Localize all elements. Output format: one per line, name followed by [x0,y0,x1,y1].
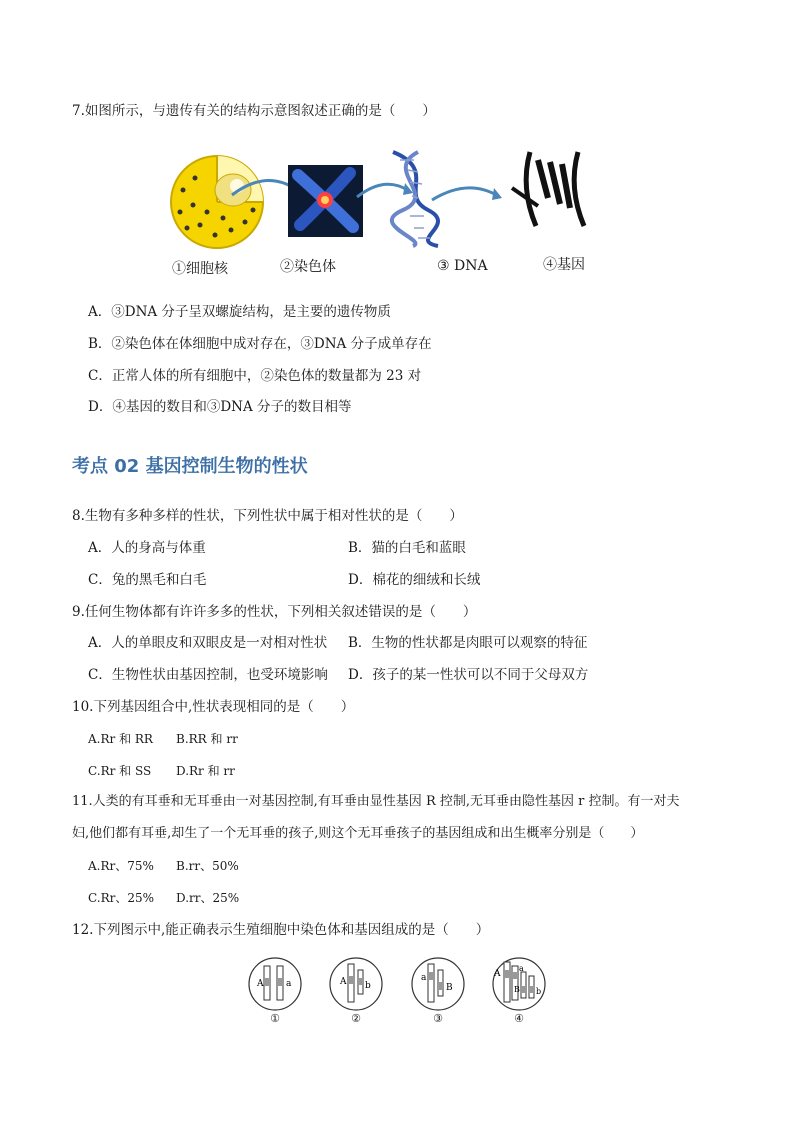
q9-option-c: C．生物性状由基因控制，也受环境影响 [88,667,328,683]
q7-option-d: D．④基因的数目和③DNA 分子的数目相等 [88,399,352,415]
cell-label-1: ① [270,1012,280,1025]
q12-stem: 12.下列图示中,能正确表示生殖细胞中染色体和基因组成的是（ ） [72,922,490,938]
q7-stem: 7.如图所示，与遗传有关的结构示意图叙述正确的是（ ） [72,103,436,119]
q11-option-d: D.rr、25% [176,891,240,905]
cell-diagram-4 [490,956,548,1012]
q9-option-a: A．人的单眼皮和双眼皮是一对相对性状 [88,635,328,651]
gene-label: A [340,977,347,987]
q9-option-d: D．孩子的某一性状可以不同于父母双方 [348,667,589,683]
q7-option-b: B．②染色体在体细胞中成对存在，③DNA 分子成单存在 [88,336,432,352]
q10-option-c: C.Rr 和 SS [88,764,152,778]
gene-ladder-figure [508,148,593,230]
chromosome-figure [288,165,363,237]
q10-option-b: B.RR 和 rr [176,732,238,746]
caption-dna: ③ DNA [437,258,488,274]
cell-label-3: ③ [433,1012,443,1025]
q10-option-a: A.Rr 和 RR [88,732,153,746]
q10-stem: 10.下列基因组合中,性状表现相同的是（ ） [72,699,355,715]
gene-label: A [494,969,501,979]
arrow-3 [430,178,505,206]
gene-label: B [514,985,520,994]
q8-option-b: B．猫的白毛和蓝眼 [348,540,466,556]
cell-nucleus-figure [165,150,270,250]
q10-option-d: D.Rr 和 rr [176,764,235,778]
cell-diagram-2 [328,956,384,1012]
gene-label: b [536,987,542,996]
q11-option-b: B.rr、50% [176,859,239,873]
cell-label-2: ② [351,1012,361,1025]
q9-stem: 9.任何生物体都有许许多多的性状，下列相关叙述错误的是（ ） [72,604,477,620]
gene-label: B [446,983,453,993]
gene-label: a [519,964,524,973]
q8-option-c: C．兔的黑毛和白毛 [88,572,207,588]
q7-option-c: C．正常人体的所有细胞中，②染色体的数量都为 23 对 [88,368,422,384]
q8-option-d: D．棉花的细绒和长绒 [348,572,481,588]
cell-label-4: ④ [514,1012,524,1025]
section-title: 考点 02 基因控制生物的性状 [72,456,308,477]
q11-option-a: A.Rr、75% [88,859,154,873]
gene-label: b [365,981,371,991]
caption-gene: ④基因 [543,257,585,273]
gene-label: a [421,973,427,983]
q8-stem: 8.生物有多种多样的性状，下列性状中属于相对性状的是（ ） [72,508,463,524]
q9-option-b: B．生物的性状都是肉眼可以观察的特征 [348,635,588,651]
q11-option-c: C.Rr、25% [88,891,155,905]
caption-nucleus: ①细胞核 [172,261,228,277]
q11-stem-line2: 妇,他们都有耳垂,却生了一个无耳垂的孩子,则这个无耳垂孩子的基因组成和出生概率分别是（ ） [72,826,644,841]
caption-chromosome: ②染色体 [280,259,336,275]
q11-stem-line1: 11.人类的有耳垂和无耳垂由一对基因控制,有耳垂由显性基因 R 控制,无耳垂由隐性基因 r 控制。有一对夫 [72,794,680,809]
gene-label: a [286,979,292,989]
gene-label: A [257,979,264,989]
q8-option-a: A．人的身高与体重 [88,540,206,556]
q7-option-a: A．③DNA 分子呈双螺旋结构，是主要的遗传物质 [88,304,391,320]
cell-diagram-3 [410,956,466,1012]
cell-diagram-1 [247,956,303,1012]
